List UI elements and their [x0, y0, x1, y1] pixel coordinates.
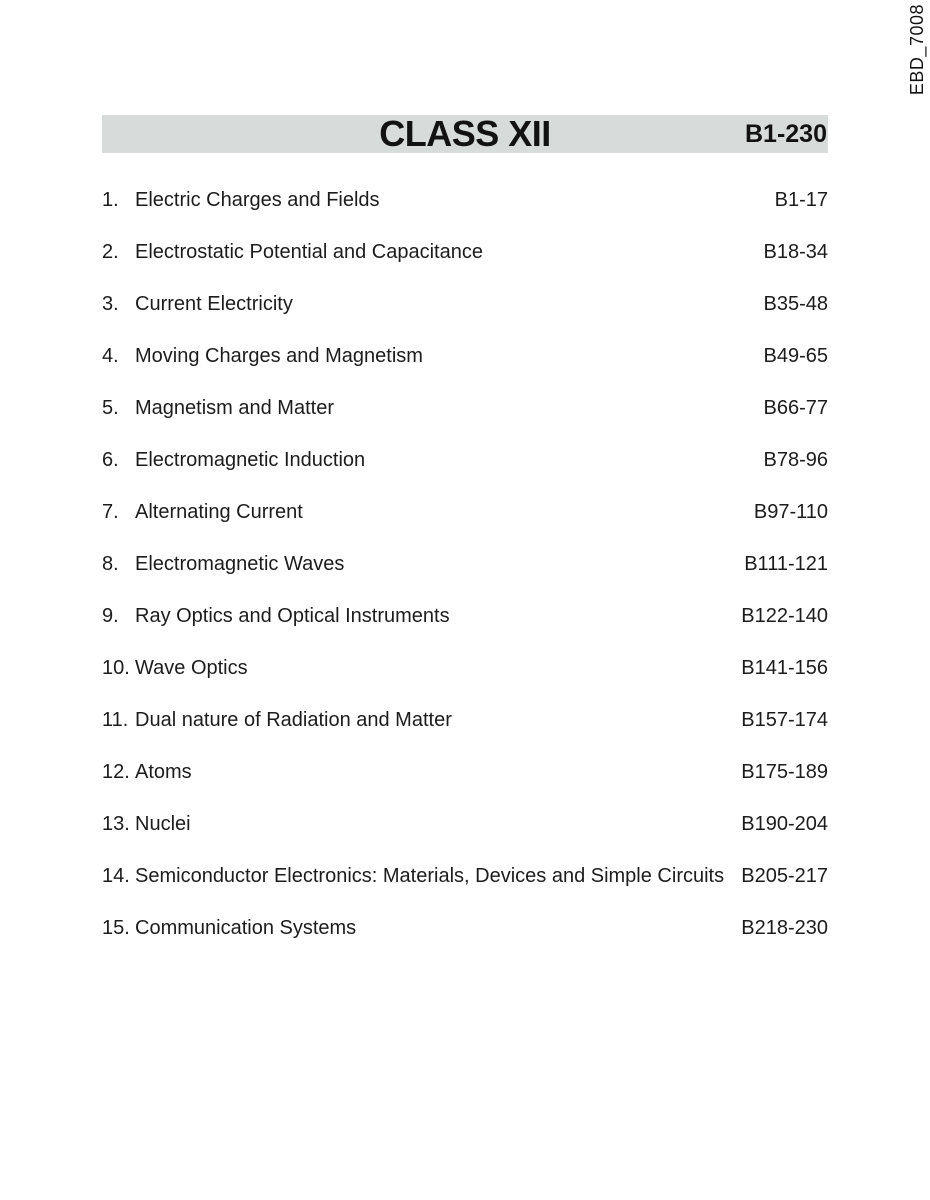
- chapter-number: 14.: [102, 864, 130, 887]
- chapter-title: Ray Optics and Optical Instruments: [135, 604, 450, 627]
- chapter-page-range: B18-34: [763, 240, 828, 263]
- chapter-row-left: [102, 293, 293, 316]
- chapter-row: [102, 902, 828, 954]
- chapter-number: 1.: [102, 188, 119, 211]
- chapter-row: [102, 642, 828, 694]
- chapter-page-range: B175-189: [741, 760, 828, 783]
- chapter-title: Moving Charges and Magnetism: [135, 344, 423, 367]
- chapter-number: 5.: [102, 396, 119, 419]
- chapter-row-left: [102, 865, 724, 888]
- chapter-page-range: B35-48: [763, 292, 828, 315]
- chapter-row: [102, 798, 828, 850]
- class-header-band: [102, 115, 828, 153]
- chapter-number: 13.: [102, 812, 130, 835]
- chapter-row-left: [102, 813, 191, 836]
- chapter-row-left: [102, 241, 483, 264]
- chapter-title: Wave Optics: [135, 656, 248, 679]
- chapter-page-range: B157-174: [741, 708, 828, 731]
- chapter-title: Atoms: [135, 760, 192, 783]
- chapter-title: Electric Charges and Fields: [135, 188, 380, 211]
- chapter-page-range: B97-110: [753, 500, 828, 523]
- chapter-page-range: B190-204: [741, 812, 828, 835]
- class-page-range: B1-230: [745, 119, 827, 148]
- chapter-row: [102, 746, 828, 798]
- chapter-row: [102, 278, 828, 330]
- chapter-number: 9.: [102, 604, 119, 627]
- chapter-title: Current Electricity: [135, 292, 293, 315]
- chapter-page-range: B66-77: [763, 396, 828, 419]
- chapter-row-left: [102, 553, 344, 576]
- chapter-title: Magnetism and Matter: [135, 396, 334, 419]
- chapter-row-left: [102, 605, 450, 628]
- chapter-row: [102, 850, 828, 902]
- chapter-row-left: [102, 189, 380, 212]
- chapter-row-left: [102, 657, 248, 680]
- chapter-number: 15.: [102, 916, 130, 939]
- chapter-page-range: B111-121: [744, 552, 828, 575]
- chapter-row: [102, 382, 828, 434]
- chapter-title: Nuclei: [135, 812, 191, 835]
- chapter-row: [102, 174, 828, 226]
- chapter-row-left: [102, 345, 423, 368]
- chapter-row-left: [102, 917, 356, 940]
- chapter-page-range: B122-140: [741, 604, 828, 627]
- chapter-page-range: B141-156: [741, 656, 828, 679]
- chapter-number: 12.: [102, 760, 130, 783]
- chapter-row-left: [102, 501, 303, 524]
- chapter-row-left: [102, 397, 334, 420]
- chapter-number: 4.: [102, 344, 119, 367]
- chapter-row: [102, 226, 828, 278]
- chapter-list: [102, 174, 828, 954]
- chapter-row-left: [102, 761, 192, 784]
- chapter-number: 2.: [102, 240, 119, 263]
- chapter-row: [102, 538, 828, 590]
- chapter-page-range: B1-17: [774, 188, 828, 211]
- chapter-title: Alternating Current: [135, 500, 303, 523]
- chapter-row-left: [102, 449, 365, 472]
- chapter-title: Electromagnetic Induction: [135, 448, 366, 471]
- chapter-page-range: B205-217: [741, 864, 828, 887]
- chapter-page-range: B218-230: [741, 916, 828, 939]
- chapter-number: 6.: [102, 448, 119, 471]
- chapter-title: Electrostatic Potential and Capacitance: [135, 240, 483, 263]
- chapter-page-range: B78-96: [763, 448, 828, 471]
- edition-code-vertical-label: EBD_7008: [907, 4, 927, 96]
- chapter-number: 7.: [102, 500, 119, 523]
- chapter-title: Communication Systems: [135, 916, 357, 939]
- chapter-row: [102, 330, 828, 382]
- chapter-number: 10.: [102, 656, 130, 679]
- chapter-title: Semiconductor Electronics: Materials, Devices and Simple Circuits: [135, 864, 725, 887]
- chapter-number: 11.: [102, 708, 129, 731]
- chapter-number: 3.: [102, 292, 119, 315]
- chapter-row: [102, 590, 828, 642]
- chapter-title: Dual nature of Radiation and Matter: [135, 708, 452, 731]
- chapter-title: Electromagnetic Waves: [135, 552, 345, 575]
- chapter-row: [102, 434, 828, 486]
- chapter-row: [102, 486, 828, 538]
- chapter-number: 8.: [102, 552, 119, 575]
- chapter-row: [102, 694, 828, 746]
- chapter-row-left: [102, 709, 452, 732]
- chapter-page-range: B49-65: [763, 344, 828, 367]
- class-title: CLASS XII: [379, 113, 551, 154]
